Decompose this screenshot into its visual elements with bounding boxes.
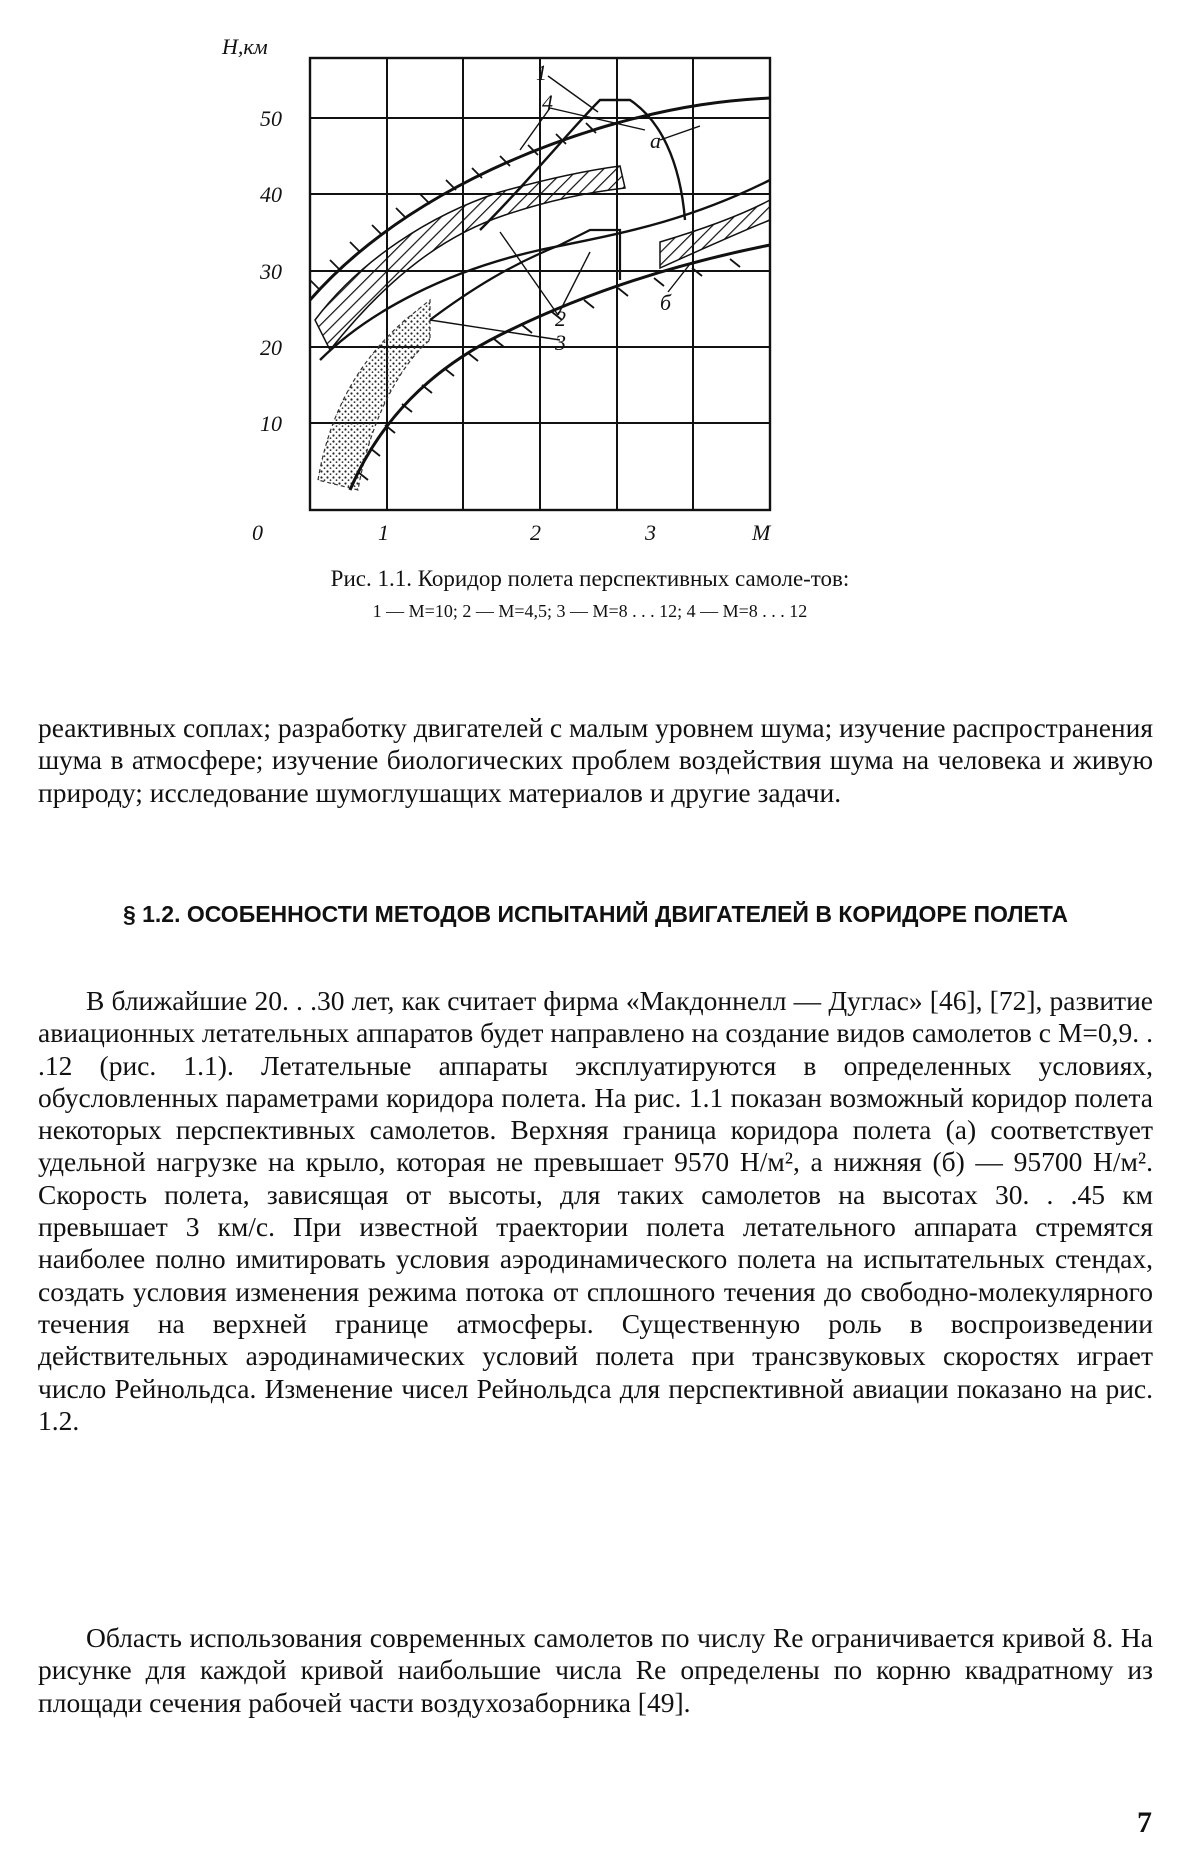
body-paragraph: реактивных соплах; разработку двигателей с малым уровнем шума; изучение распространения шума в атмосфере; изучение биологических проблем воздействия шума на человека и живую природу; исследование шумоглушащих материалов и другие задачи. <box>38 712 1153 808</box>
page-number: 7 <box>1137 1806 1152 1839</box>
caption-legend: 1 — M=10; 2 — M=4,5; 3 — M=8 . . . 12; 4 — M=8 . . . 12 <box>372 601 808 621</box>
y-tick-label: 40 <box>260 182 282 207</box>
x-axis-label: M <box>752 520 771 545</box>
upper-hatch-ticks <box>310 123 596 290</box>
flight-corridor-figure <box>222 20 950 545</box>
curve-label-3: 3 <box>555 330 566 355</box>
y-tick-label: 10 <box>260 411 282 436</box>
lower-boundary-b <box>350 245 770 490</box>
x-tick-label: 0 <box>252 520 263 545</box>
curve-label-2: 2 <box>555 306 566 331</box>
section-heading: § 1.2. ОСОБЕННОСТИ МЕТОДОВ ИСПЫТАНИЙ ДВИГАТЕЛЕЙ В КОРИДОРЕ ПОЛЕТА <box>122 901 1069 927</box>
lower-hatch-ticks <box>358 259 740 480</box>
y-axis-label: H,км <box>222 34 268 59</box>
figure-caption <box>230 565 950 625</box>
body-paragraph: В ближайшие 20. . .30 лет, как считает фирма «Макдоннелл — Дуглас» [46], [72], развитие авиационных летательных аппаратов будет направлено на создание видов самолетов с M=0,9. . .12 (рис. 1.1). Летательные аппараты эксплуатируются в определенных условиях, обусловленных параметрами коридора полета. На рис. 1.1 показан возможный коридор полета некоторых перспективных самолетов. Верхняя граница коридора полета (a) соответствует удельной нагрузке на крыло, которая не превышает 9570 Н/м², а нижняя (б) — 95700 Н/м². Скорость полета, зависящая от высоты, для таких самолетов на высотах 30. . .45 км превышает 3 км/с. При известной траектории полета летательного аппарата стремятся наиболее полно имитировать условия аэродинамического полета на испытательных стендах, создать условия изменения режима потока от сплошного течения до свободно-молекулярного течения на верхней границе атмосферы. Существенную роль в воспроизведении действительных аэродинамических условий полета при трансзвуковых скоростях играет число Рейнольдса. Изменение чисел Рейнольдса для перспективной авиации показано на рис. 1.2. <box>38 985 1153 1436</box>
curve-label-4: 4 <box>542 90 553 115</box>
y-tick-label: 30 <box>260 259 282 284</box>
curve-label-b: б <box>660 290 672 315</box>
flight-corridor-diagram <box>222 20 950 545</box>
x-tick-label: 1 <box>378 520 389 545</box>
body-paragraph: Область использования современных самолетов по числу Re ограничивается кривой 8. На рисунке для каждой кривой наибольшие числа Re определены по корню квадратному из площади сечения рабочей части воздухозаборника [49]. <box>38 1622 1153 1718</box>
y-tick-label: 20 <box>260 335 282 360</box>
curve-label-1: 1 <box>536 60 547 85</box>
y-tick-label: 50 <box>260 106 282 131</box>
x-tick-label: 2 <box>530 520 541 545</box>
curve-label-a: a <box>650 128 661 153</box>
caption-title: Рис. 1.1. Коридор полета перспективных самоле-тов: <box>330 566 850 591</box>
x-tick-label: 3 <box>645 520 656 545</box>
